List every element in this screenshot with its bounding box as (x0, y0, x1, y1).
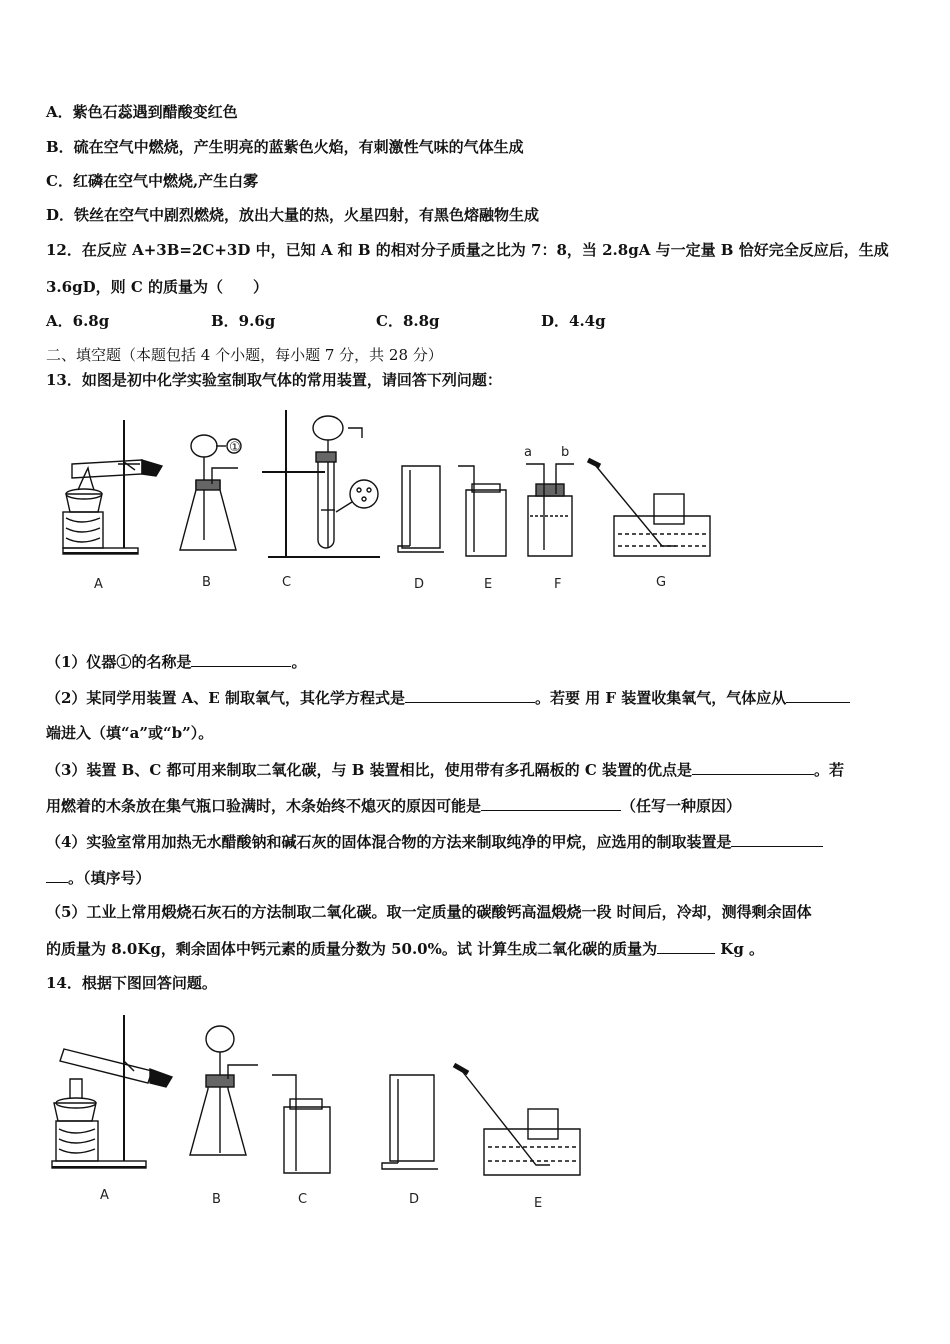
q13-part3-blank-reason (481, 795, 621, 811)
q14-stem: 14．根据下图回答问题。 (46, 974, 217, 992)
q11-option-b: B．硫在空气中燃烧，产生明亮的蓝紫色火焰，有刺激性气味的气体生成 (46, 138, 524, 156)
q14-label-d: D (409, 1192, 420, 1207)
q13-part4-blank-cont (46, 867, 68, 883)
q12-stem-line1: 12．在反应 A+3B=2C+3D 中，已知 A 和 B 的相对分子质量之比为 7：8，当 2.8gA 与一定量 B 恰好完全反应后，生成 (46, 241, 889, 259)
q13-apparatus-c (262, 410, 380, 557)
q13-part2: （2）某同学用装置 A、E 制取氧气，其化学方程式是 。若要 用 F 装置收集氧气，气体应从 (46, 687, 850, 708)
q12-option-c: C．8.8g (376, 312, 440, 330)
q13-part1-blank (191, 651, 291, 667)
q13-apparatus-a (63, 420, 162, 554)
q12-option-a: A．6.8g (46, 312, 110, 330)
q14-apparatus-a (52, 1015, 172, 1168)
q11-option-c: C．红磷在空气中燃烧,产生白雾 (46, 172, 259, 190)
q13-apparatus-g (588, 460, 710, 556)
q13-part4-line2: 。（填序号） (46, 867, 151, 888)
port-a-label: a (524, 445, 532, 460)
q13-label-e: E (484, 577, 493, 592)
q13-stem: 13．如图是初中化学实验室制取气体的常用装置，请回答下列问题： (46, 371, 502, 389)
q13-part3-line2: 用燃着的木条放在集气瓶口验满时，木条始终不熄灭的原因可能是 （任写一种原因） (46, 797, 742, 815)
q13-part4-blank (731, 831, 823, 847)
q13-label-a: A (94, 577, 103, 592)
section-heading: 二、填空题（本题包括 4 个小题，每小题 7 分，共 28 分） (46, 346, 443, 364)
q14-apparatus-c (272, 1075, 330, 1173)
q13-apparatus-f (524, 445, 574, 556)
q14-label-b: B (212, 1192, 221, 1207)
q14-label-c: C (298, 1192, 308, 1207)
q13-part2-line2: 端进入（填“a”或“b”）。 (46, 724, 214, 742)
q12-option-d: D．4.4g (541, 312, 606, 330)
q13-part3-blank-advantage (692, 759, 814, 775)
q13-part4: （4）实验室常用加热无水醋酸钠和碱石灰的固体混合物的方法来制取纯净的甲烷，应选用的制取装置是 (46, 831, 823, 852)
q13-label-f: F (554, 577, 562, 592)
q12-stem-line2: 3.6gD，则 C 的质量为（ ） (46, 278, 268, 296)
marker-circled-1: ① (229, 440, 241, 455)
port-b-label: b (561, 445, 570, 460)
q13-apparatus-figure (0, 400, 950, 600)
q13-part2-blank-port (786, 687, 850, 703)
q11-option-a: A．紫色石蕊遇到醋酸变红色 (46, 103, 238, 121)
q14-apparatus-e (454, 1065, 580, 1175)
q13-part3: （3）装置 B、C 都可用来制取二氧化碳，与 B 装置相比，使用带有多孔隔板的 C 装置的优点是 。若 (46, 761, 845, 779)
q13-apparatus-e (458, 466, 506, 556)
q13-label-c: C (282, 575, 292, 590)
q14-label-e: E (534, 1196, 543, 1211)
q13-label-g: G (656, 575, 667, 590)
q13-part5-line1: （5）工业上常用煅烧石灰石的方法制取二氧化碳。取一定质量的碳酸钙高温煅烧一段 时间后，冷却，测得剩余固体 (46, 903, 812, 921)
q13-part5-line2: 的质量为 8.0Kg，剩余固体中钙元素的质量分数为 50.0%。试 计算生成二氧化碳的质量为 Kg 。 (46, 940, 765, 958)
q13-part5-blank (657, 938, 715, 954)
q13-apparatus-d (398, 466, 444, 552)
q13-part2-blank-equation (405, 687, 535, 703)
q13-label-d: D (414, 577, 425, 592)
q13-part1: （1）仪器①的名称是 。 (46, 653, 307, 671)
q14-apparatus-b (190, 1026, 258, 1155)
q14-label-a: A (100, 1188, 109, 1203)
q14-apparatus-figure (0, 1005, 950, 1220)
q14-apparatus-d (382, 1075, 438, 1169)
q12-option-b: B．9.6g (211, 312, 276, 330)
q13-label-b: B (202, 575, 211, 590)
q12-options (46, 311, 706, 331)
q11-option-d: D．铁丝在空气中剧烈燃烧，放出大量的热，火星四射，有黑色熔融物生成 (46, 206, 540, 224)
